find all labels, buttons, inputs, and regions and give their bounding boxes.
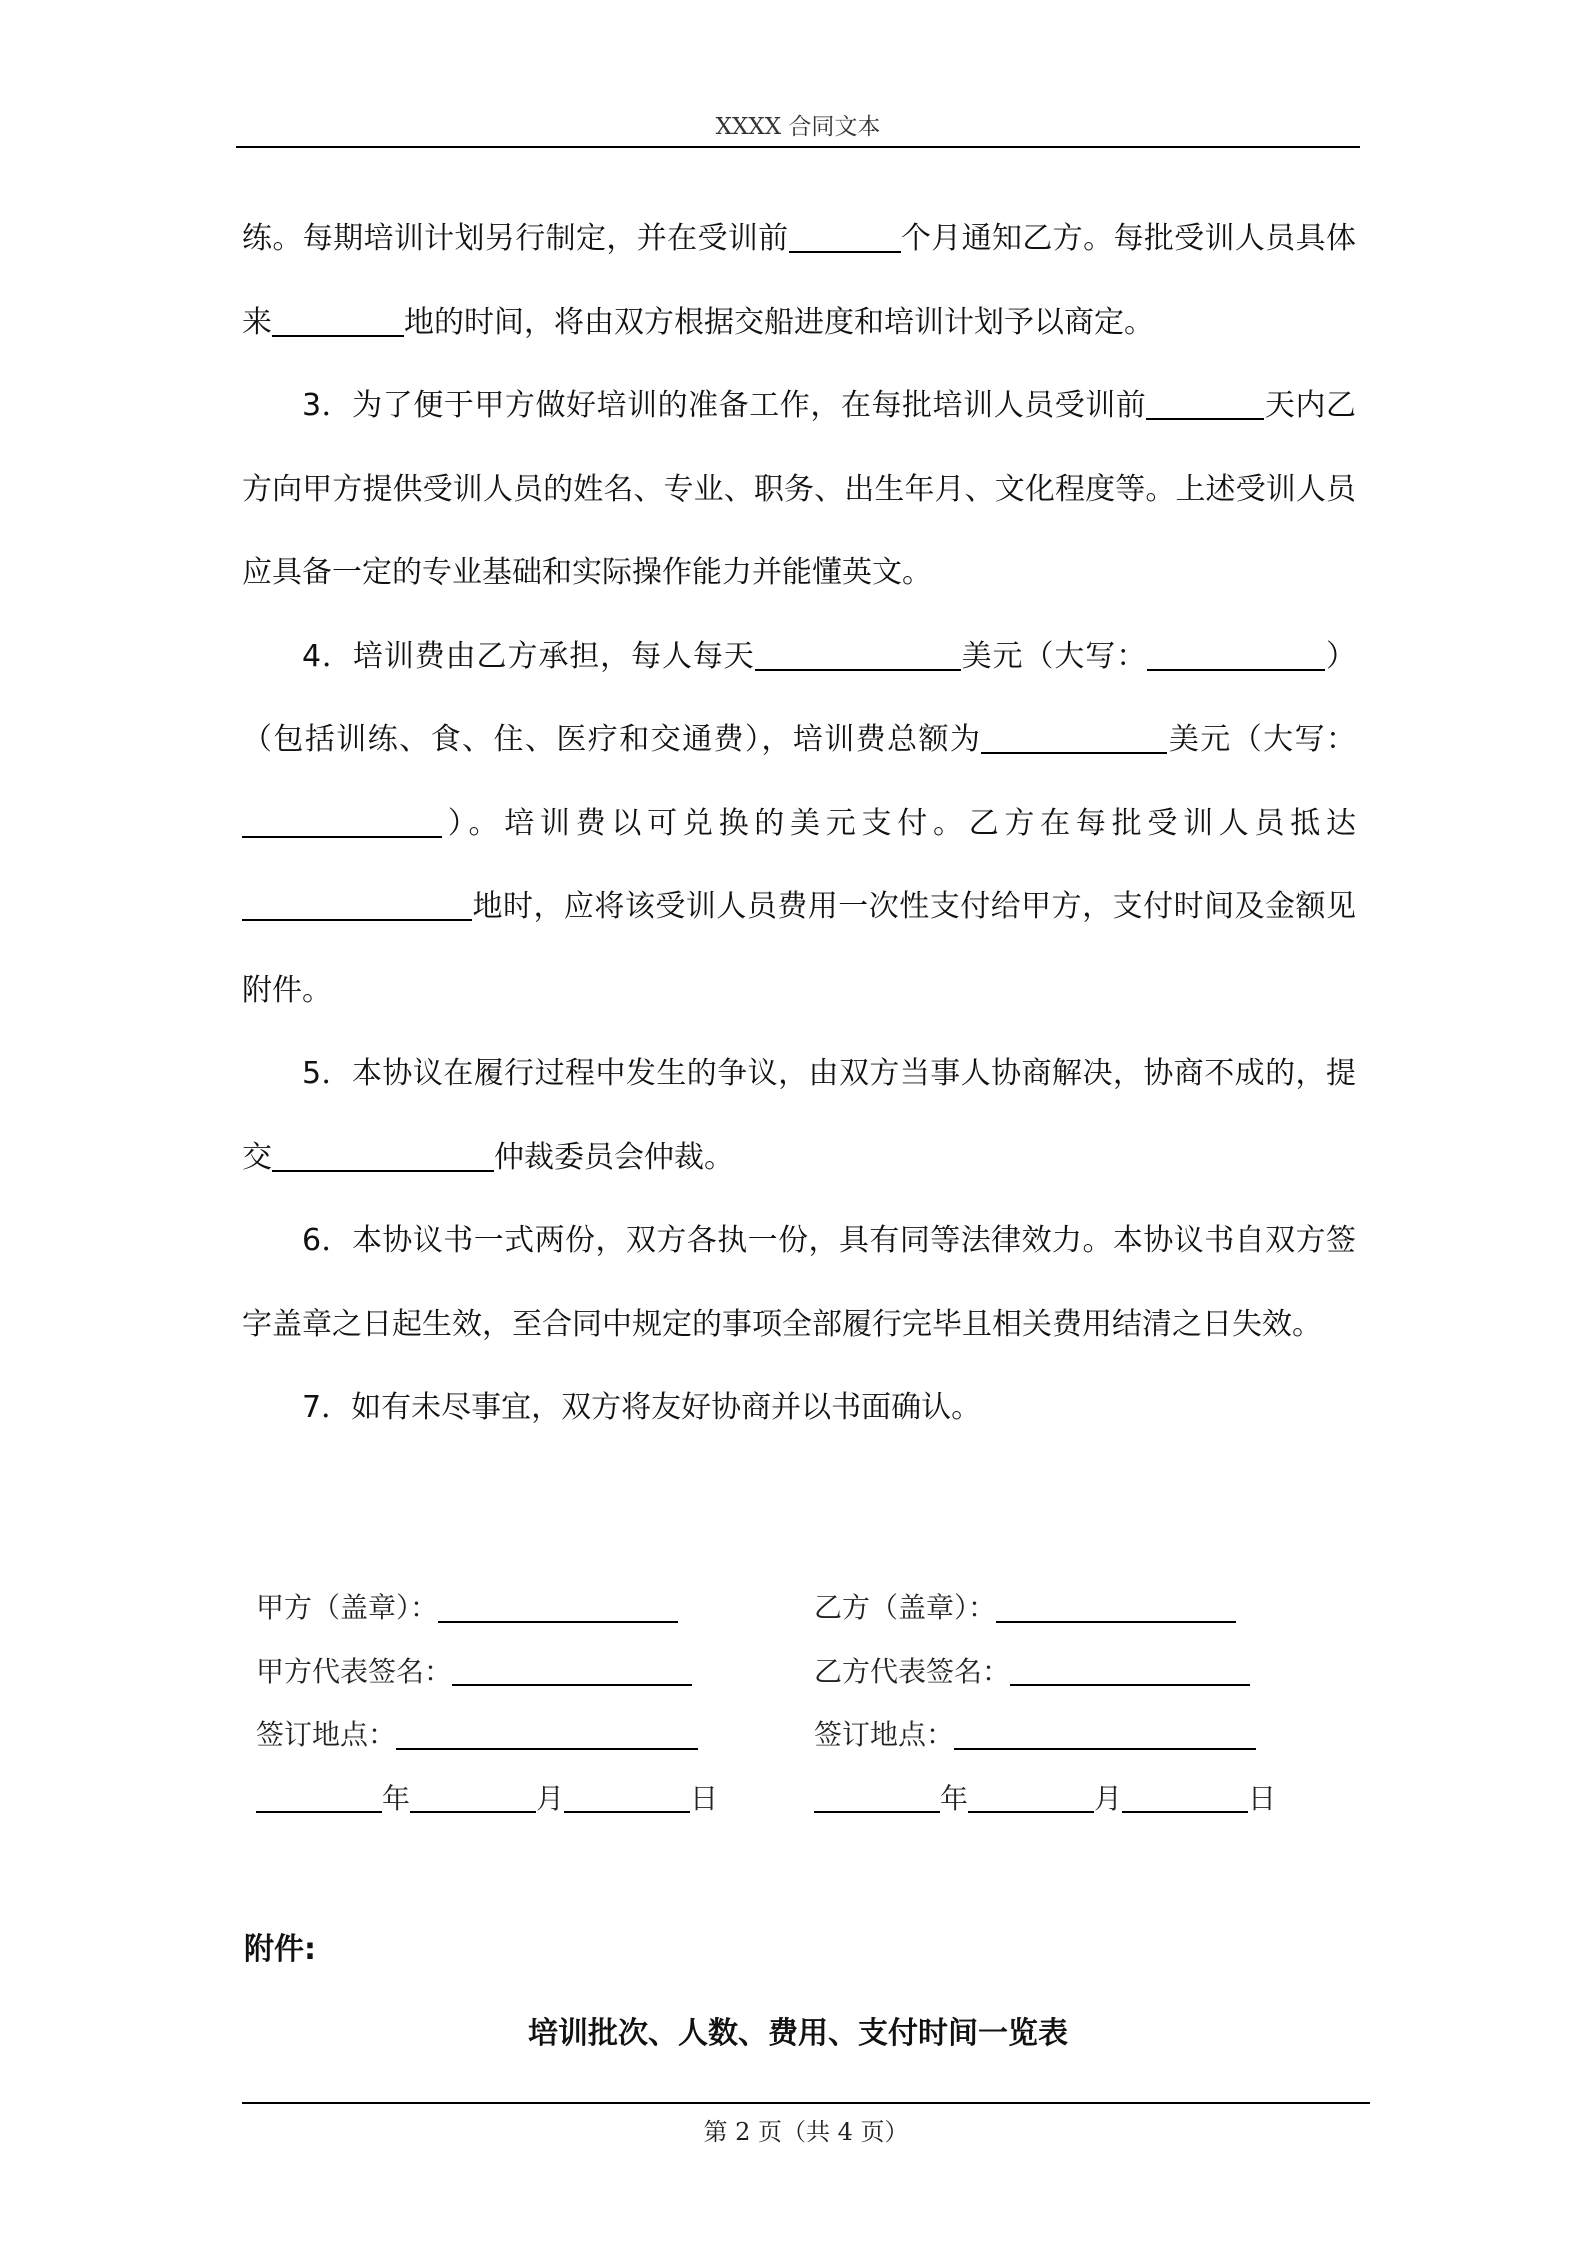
sign-row (814, 1576, 1276, 1640)
clause-2-tail (242, 197, 1356, 364)
header-rule (236, 146, 1360, 148)
attachment-title: 培训批次、人数、费用、支付时间一览表 (528, 2016, 1068, 2051)
clause-text: 仲裁委员会仲裁。 (494, 1139, 734, 1175)
year-line[interactable] (814, 1783, 940, 1813)
blank-daily-fee[interactable] (755, 639, 961, 671)
rep-signature-line[interactable] (452, 1656, 692, 1686)
clause-7: 7．如有未尽事宜，双方将友好协商并以书面确认。 (302, 1390, 982, 1425)
page-number: 第 2 页（共 4 页） (703, 2118, 909, 2146)
clause-5 (242, 1032, 1356, 1199)
sign-row (256, 1640, 718, 1704)
month-label: 月 (1094, 1781, 1123, 1815)
page-header: XXXX 合同文本 (715, 114, 881, 140)
clause-text: 地的时间，将由双方根据交船进度和培训计划予以商定。 (404, 304, 1154, 340)
blank-months[interactable] (789, 221, 901, 253)
clause-text: 美元（大写： (960, 638, 1148, 674)
seal-label: 乙方（盖章）： (814, 1591, 997, 1624)
clause-text: 3．为了便于甲方做好培训的准备工作，在每批培训人员受训前 (302, 388, 1147, 423)
blank-daily-fee-words[interactable] (1147, 639, 1325, 671)
clause-text: ）（包括训练、食、住、医疗和交通费），培训费总额为 (242, 638, 1357, 757)
clause-text: 4．培训费由乙方承担，每人每天 (302, 638, 755, 674)
rep-label: 乙方代表签名： (814, 1654, 1011, 1688)
rep-label: 甲方代表签名： (256, 1654, 453, 1688)
seal-line[interactable] (438, 1593, 678, 1623)
blank-total-fee-words[interactable] (242, 806, 442, 838)
clause-6: 6．本协议书一式两份，双方各执一份，具有同等法律效力。本协议书自双方签字盖章之日起生效，至合同中规定的事项全部履行完毕且相关费用结清之日失效。 (242, 1223, 1356, 1342)
blank-arrival-place[interactable] (242, 889, 472, 921)
clause-text: ）。培训费以可兑换的美元支付。乙方在每批受训人员抵达 (442, 805, 1356, 841)
seal-label: 甲方（盖章）： (256, 1591, 439, 1624)
contract-body (242, 197, 1356, 1450)
rep-signature-line[interactable] (1010, 1656, 1250, 1686)
month-line[interactable] (968, 1783, 1094, 1813)
day-label: 日 (690, 1781, 719, 1815)
footer-rule (242, 2102, 1370, 2104)
month-line[interactable] (410, 1783, 536, 1813)
clause-text: 练。每期培训计划另行制定，并在受训前 (242, 221, 789, 256)
signature-block-party-b (814, 1576, 1276, 1830)
blank-arbitration[interactable] (272, 1140, 494, 1172)
blank-days[interactable] (1146, 388, 1264, 420)
attachment-label: 附件: (244, 1932, 316, 1967)
date-row (256, 1767, 718, 1831)
place-line[interactable] (396, 1720, 698, 1750)
sign-row (256, 1703, 718, 1767)
clause-text: 天内乙方向甲方提供受训人员的姓名、专业、职务、出生年月、文化程度等。上述受训人员应具备一定的专业基础和实际操作能力并能懂英文。 (242, 388, 1356, 590)
signature-block-party-a (256, 1576, 718, 1830)
day-line[interactable] (564, 1783, 690, 1813)
day-line[interactable] (1122, 1783, 1248, 1813)
clause-4 (242, 615, 1356, 1033)
clause-3 (242, 364, 1356, 615)
month-label: 月 (536, 1781, 565, 1815)
sign-row (814, 1703, 1276, 1767)
clause-text: 地时，应将该受训人员费用一次性支付给甲方，支付时间及金额见附件。 (242, 889, 1356, 1008)
year-label: 年 (382, 1781, 411, 1815)
date-row (814, 1767, 1276, 1831)
blank-total-fee[interactable] (981, 722, 1167, 754)
sign-row (814, 1640, 1276, 1704)
clause-text: 5．本协议在履行过程中发生的争议，由双方当事人协商解决，协商不成的，提交 (242, 1056, 1356, 1175)
sign-row (256, 1576, 718, 1640)
clause-text: 个月通知乙方。每批受训人员具体来 (242, 221, 1357, 340)
day-label: 日 (1248, 1781, 1277, 1815)
place-label: 签订地点： (256, 1718, 397, 1751)
clause-text: 美元（大写： (1167, 722, 1357, 757)
seal-line[interactable] (996, 1593, 1236, 1623)
blank-location[interactable] (272, 305, 404, 337)
place-line[interactable] (954, 1720, 1256, 1750)
year-line[interactable] (256, 1783, 382, 1813)
place-label: 签订地点： (814, 1718, 955, 1751)
year-label: 年 (940, 1781, 969, 1815)
